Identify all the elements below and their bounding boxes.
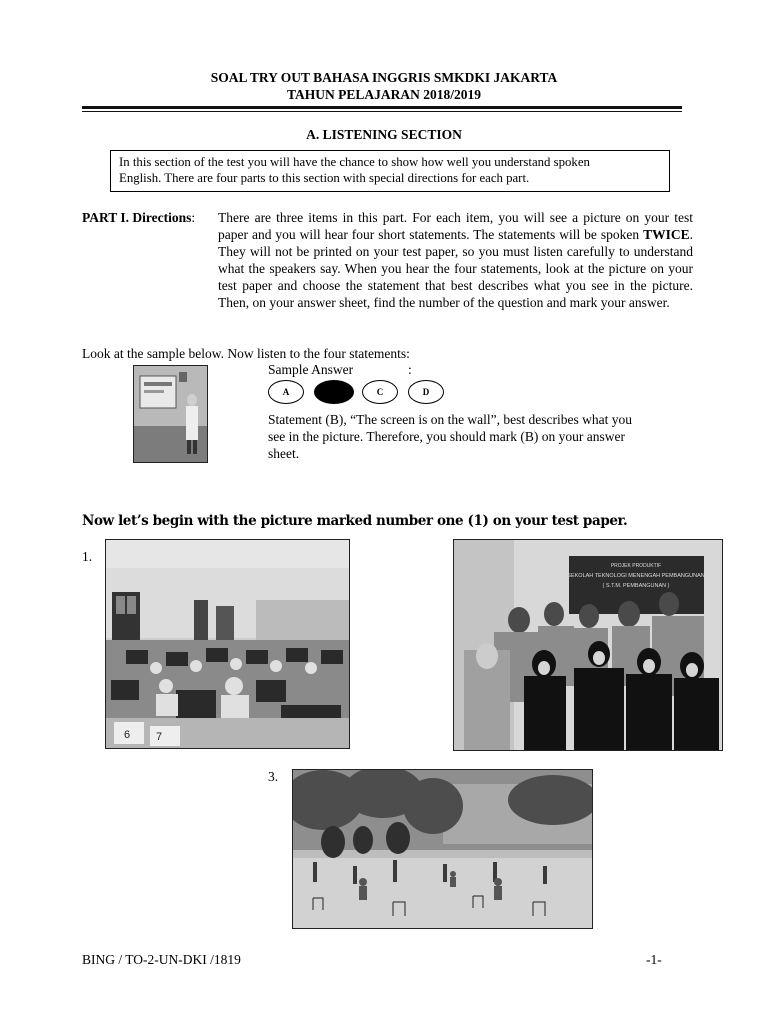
sample-intro: Look at the sample below. Now listen to the four statements: <box>82 346 410 361</box>
item-number-1: 1. <box>82 549 93 564</box>
option-c-oval: C <box>362 380 398 404</box>
begin-instruction: Now let’s begin with the picture marked number one (1) on your test paper. <box>82 513 628 529</box>
part1-directions: There are three items in this part. For each item, you will see a picture on your test paper and you will hear four short statements. The statements will be spoken TWICE. They will not be printed on your test paper, so you must listen carefully to understand what the speakers say. When you hear the four statements, look at the picture on your test paper and choose the statement that best describes what you see in the picture. Then, on your answer sheet, find the number of the question and mark your answer. <box>218 210 693 310</box>
part1-label: PART I. Directions: <box>82 210 196 225</box>
document-title-line1: SOAL TRY OUT BAHASA INGGRIS SMKDKI JAKARTA <box>210 70 558 85</box>
option-d-oval: D <box>408 380 444 404</box>
document-title-line2: TAHUN PELAJARAN 2018/2019 <box>286 87 481 102</box>
sample-photo <box>133 365 208 463</box>
photo-computer-lab <box>105 539 350 749</box>
section-heading: A. LISTENING SECTION <box>306 127 462 142</box>
emphasis-twice: TWICE <box>643 227 690 242</box>
sample-answer-label: Sample Answer <box>268 362 354 377</box>
sample-statement-line1: Statement (B), “The screen is on the wall”, best describes what you <box>268 412 633 427</box>
option-a-oval: A <box>268 380 304 404</box>
intro-box <box>110 150 670 192</box>
sample-answer-colon: : <box>408 362 412 377</box>
desk-number-7: 7 <box>156 731 163 743</box>
desk-number-6: 6 <box>124 729 131 741</box>
photo-group-students <box>453 539 723 751</box>
photo-park <box>292 769 593 929</box>
option-b-oval-filled: B <box>314 380 354 404</box>
sample-statement-line2: see in the picture. Therefore, you should mark (B) on your answer <box>268 429 626 444</box>
intro-line1: In this section of the test you will have the chance to show how well you understand spoken <box>119 155 590 169</box>
intro-line2: English. There are four parts to this section with special directions for each part. <box>119 171 530 185</box>
banner-line3: ( S.T.M. PEMBANGUNAN ) <box>602 583 670 589</box>
item-number-3: 3. <box>268 769 279 784</box>
title-rule-thick <box>82 106 682 109</box>
title-rule-thin <box>82 111 682 112</box>
banner-line1: PROJEK PRODUKTIF <box>610 563 662 569</box>
sample-statement-line3: sheet. <box>268 446 300 461</box>
footer-page-number: -1- <box>646 952 662 967</box>
footer-code: BING / TO-2-UN-DKI /1819 <box>82 952 241 967</box>
banner-line2: SEKOLAH TEKNOLOGI MENENGAH PEMBANGUNAN <box>567 573 705 579</box>
